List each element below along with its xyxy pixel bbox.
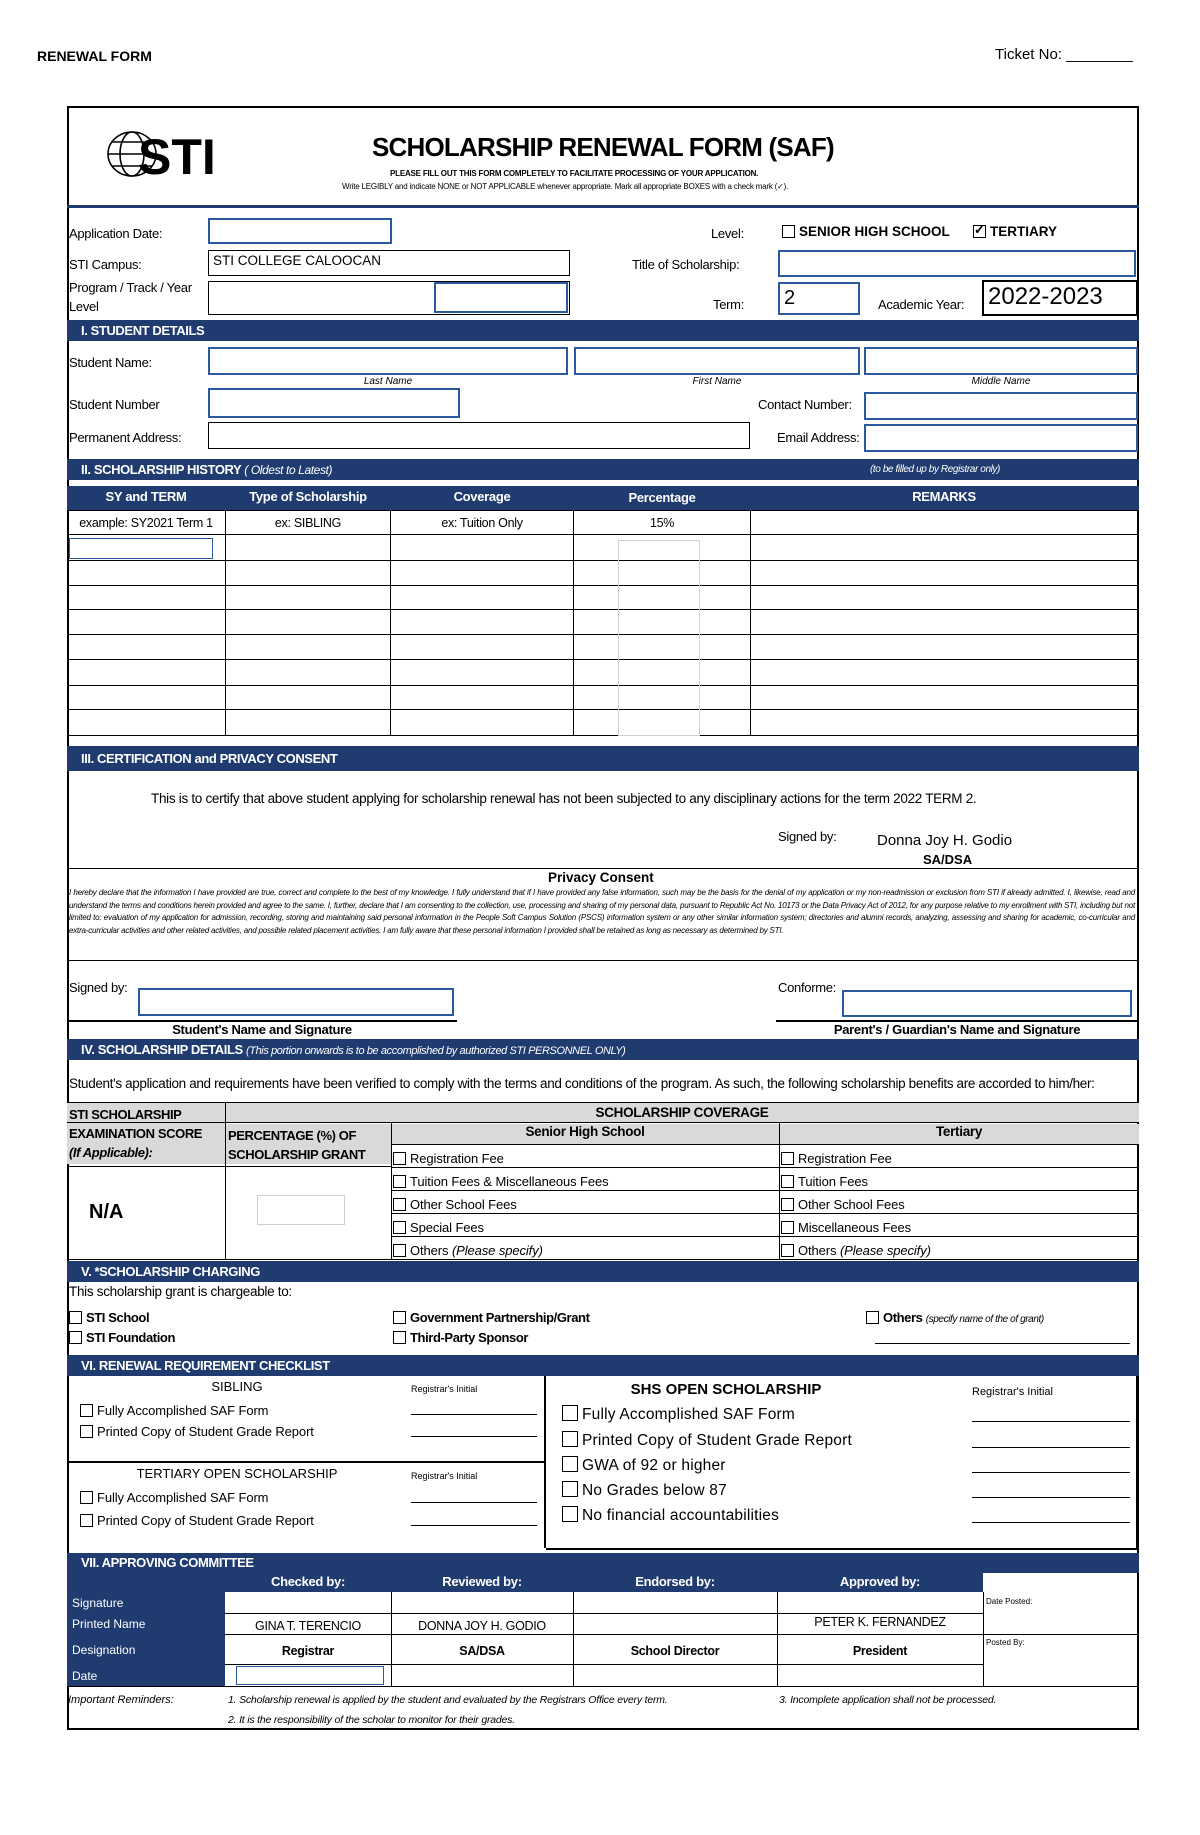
student-signature-field[interactable] [138, 988, 454, 1016]
shs-gwa[interactable]: GWA of 92 or higher [562, 1456, 726, 1475]
tertiary-initial-line-1 [411, 1502, 537, 1503]
first-name-caption: First Name [692, 376, 742, 387]
percentage-grant-field[interactable] [257, 1195, 345, 1225]
checked-by-date-field[interactable] [236, 1666, 384, 1685]
campus-field[interactable]: STI COLLEGE CALOOCAN [208, 250, 570, 276]
charge-others-line [875, 1343, 1130, 1344]
certification-divider [67, 868, 1139, 869]
charge-sti-foundation[interactable]: STI Foundation [69, 1330, 175, 1345]
row-label-signature: Signature [72, 1596, 124, 1610]
scholarship-title-label: Title of Scholarship: [632, 257, 740, 272]
history-col-type: Type of Scholarship [226, 486, 390, 508]
history-example-type: ex: SIBLING [274, 516, 342, 530]
approved-by-header: Approved by: [839, 1574, 921, 1589]
charge-others[interactable]: Others (specify name of the of grant) [866, 1310, 1044, 1325]
sibling-initial-line-1 [411, 1414, 537, 1415]
shs-saf-form[interactable]: Fully Accomplished SAF Form [562, 1405, 795, 1424]
history-example-percentage: 15% [649, 516, 675, 530]
certification-signer: Donna Joy H. Godio [877, 832, 1013, 849]
middle-name-field[interactable] [864, 347, 1138, 375]
section-approving: VII. APPROVING COMMITTEE [67, 1553, 1139, 1573]
title-instruction-1: PLEASE FILL OUT THIS FORM COMPLETELY TO FACILITATE PROCESSING OF YOUR APPLICATION. [390, 169, 759, 178]
charge-third-party-checkbox[interactable] [393, 1331, 406, 1344]
program-year-field[interactable] [434, 282, 568, 313]
parent-signature-caption: Parent's / Guardian's Name and Signature [833, 1022, 1081, 1037]
academic-year-field[interactable]: 2022-2023 [982, 280, 1138, 316]
section-checklist: VI. RENEWAL REQUIREMENT CHECKLIST [67, 1355, 1139, 1376]
reviewed-by-designation: SA/DSA [459, 1644, 505, 1658]
shs-title: Senior High School [391, 1124, 779, 1144]
checked-by-header: Checked by: [270, 1574, 345, 1589]
posted-by-label: Posted By: [986, 1638, 1025, 1647]
tertiary-saf-form[interactable]: Fully Accomplished SAF Form [80, 1490, 268, 1505]
contact-number-label: Contact Number: [758, 397, 852, 412]
details-statement: Student's application and requirements have been verified to comply with the terms and conditions of the program. As such, the following scholarship benefits are accorded to him/her: [69, 1076, 1095, 1091]
history-row-1-remarks-input[interactable] [751, 535, 1137, 559]
row-label-date: Date [72, 1669, 98, 1683]
history-row-1-coverage-input[interactable] [391, 535, 573, 559]
sibling-saf-form-checkbox[interactable] [80, 1404, 93, 1417]
tertiary-registration-fee-checkbox[interactable] [781, 1152, 794, 1165]
section-student-details: I. STUDENT DETAILS [67, 320, 1139, 341]
shs-no-financial-checkbox[interactable] [562, 1506, 578, 1522]
level-tertiary-option[interactable]: ✓ TERTIARY [973, 224, 1057, 239]
tertiary-miscellaneous-fees[interactable]: Miscellaneous Fees [781, 1220, 911, 1235]
student-signed-label: Signed by: [69, 980, 128, 995]
tertiary-tuition-fees[interactable]: Tuition Fees [781, 1174, 868, 1189]
sibling-grade-report-checkbox[interactable] [80, 1425, 93, 1438]
section-certification: III. CERTIFICATION and PRIVACY CONSENT [67, 746, 1139, 771]
academic-year-label: Academic Year: [878, 297, 965, 312]
tertiary-grade-report[interactable]: Printed Copy of Student Grade Report [80, 1513, 314, 1528]
permanent-address-label: Permanent Address: [69, 430, 182, 445]
student-name-label: Student Name: [69, 355, 152, 370]
shs-other-school-fees-checkbox[interactable] [393, 1198, 406, 1211]
history-row-1-percentage-input[interactable] [618, 540, 700, 559]
shs-others-checkbox[interactable] [393, 1244, 406, 1257]
charge-government[interactable]: Government Partnership/Grant [393, 1310, 590, 1325]
title-instruction-2: Write LEGIBLY and indicate NONE or NOT APPLICABLE whenever appropriate. Mark all appropriate BOXES with a check mark (✓). [342, 182, 789, 191]
middle-name-caption: Middle Name [971, 376, 1031, 387]
logo-text: STI [138, 129, 216, 182]
section-charging: V. *SCHOLARSHIP CHARGING [67, 1261, 1139, 1282]
shs-no-grades-below-checkbox[interactable] [562, 1481, 578, 1497]
history-example-sy: example: SY2021 Term 1 [79, 516, 213, 530]
first-name-field[interactable] [574, 347, 860, 375]
row-label-printed-name: Printed Name [72, 1617, 146, 1631]
shs-registration-fee[interactable]: Registration Fee [393, 1151, 504, 1166]
tertiary-open-title: TERTIARY OPEN SCHOLARSHIP [136, 1466, 338, 1481]
endorsed-by-header: Endorsed by: [635, 1574, 715, 1589]
checked-by-name: GINA T. TERENCIO [255, 1619, 361, 1633]
title-divider [67, 205, 1139, 208]
parent-signature-field[interactable] [842, 990, 1132, 1017]
tertiary-saf-form-checkbox[interactable] [80, 1491, 93, 1504]
shs-tuition-misc-fees[interactable]: Tuition Fees & Miscellaneous Fees [393, 1174, 609, 1189]
exam-score-label: STI SCHOLARSHIP EXAMINATION SCORE (If Applicable): [69, 1107, 203, 1160]
certification-text: This is to certify that above student applying for scholarship renewal has not been subjected to any disciplinary actions for the term 2022 TERM 2. [151, 791, 977, 806]
level-shs-checkbox[interactable] [782, 225, 795, 238]
tertiary-others[interactable]: Others (Please specify) [781, 1243, 931, 1258]
form-name: RENEWAL FORM [37, 48, 152, 64]
conforme-label: Conforme: [778, 980, 836, 995]
shs-open-title: SHS OPEN SCHOLARSHIP [630, 1381, 822, 1398]
student-number-label: Student Number [69, 397, 160, 412]
history-col-coverage: Coverage [391, 486, 573, 508]
history-col-percentage: Percentage [574, 487, 750, 509]
ticket-number: Ticket No: ________ [995, 46, 1133, 63]
privacy-title: Privacy Consent [548, 870, 654, 885]
level-label: Level: [711, 226, 744, 241]
tertiary-registrar-initial: Registrar's Initial [411, 1471, 478, 1481]
checked-by-designation: Registrar [281, 1644, 335, 1658]
tertiary-misc-fees-checkbox[interactable] [781, 1221, 794, 1234]
exam-score-value: N/A [89, 1201, 124, 1223]
reminder-2: 2. It is the responsibility of the scholar to monitor for their grades. [228, 1714, 515, 1726]
program-label-1: Program / Track / Year [69, 280, 192, 295]
charge-sti-school-checkbox[interactable] [69, 1311, 82, 1324]
tertiary-initial-line-2 [411, 1525, 537, 1526]
level-tertiary-checkbox[interactable] [973, 225, 986, 238]
student-signature-caption: Student's Name and Signature [172, 1022, 352, 1037]
tertiary-others-checkbox[interactable] [781, 1244, 794, 1257]
application-date-label: Application Date: [69, 226, 163, 241]
shs-registrar-initial: Registrar's Initial [972, 1386, 1053, 1398]
term-label: Term: [713, 297, 745, 312]
certification-signer-title: SA/DSA [923, 852, 973, 867]
approved-by-designation: President [852, 1644, 908, 1658]
email-address-label: Email Address: [777, 430, 860, 445]
shs-special-fees-checkbox[interactable] [393, 1221, 406, 1234]
scholarship-title-field[interactable] [778, 250, 1136, 277]
sti-logo [102, 126, 232, 182]
tertiary-tuition-fees-checkbox[interactable] [781, 1175, 794, 1188]
charging-text: This scholarship grant is chargeable to: [69, 1284, 292, 1299]
shs-other-school-fees[interactable]: Other School Fees [393, 1197, 517, 1212]
campus-label: STI Campus: [69, 257, 142, 272]
certification-signed-label: Signed by: [778, 829, 837, 844]
charge-government-checkbox[interactable] [393, 1311, 406, 1324]
reviewed-by-header: Reviewed by: [442, 1574, 522, 1589]
approved-by-name: PETER K. FERNANDEZ [814, 1615, 946, 1629]
charge-others-checkbox[interactable] [866, 1311, 879, 1324]
history-example-coverage: ex: Tuition Only [441, 516, 523, 530]
coverage-title: SCHOLARSHIP COVERAGE [595, 1105, 769, 1120]
history-row-1-type-input[interactable] [226, 535, 390, 559]
shs-gwa-checkbox[interactable] [562, 1456, 578, 1472]
sibling-saf-form[interactable]: Fully Accomplished SAF Form [80, 1403, 268, 1418]
charge-sti-foundation-checkbox[interactable] [69, 1331, 82, 1344]
reminders-label: Important Reminders: [68, 1694, 174, 1706]
shs-grade-report[interactable]: Printed Copy of Student Grade Report [562, 1431, 852, 1450]
privacy-text: I hereby declare that the information I have provided are true, correct and complete to the best of my knowledge. I fully understand that if I have provided any false information, such may be the basis for the denial of my application or my non-readmission or exclusion from STI if already admitted. I, likewise, read and understand the terms and conditions herein provided and agree to the same. I, further, declare that I am consenting to the collection, use, processing and sharing of my personal data, pursuant to Republic Act No. 10173 or the Data Privacy Act of 2012, for any purpose relative to my enrollment with STI, including but not limited to: evaluation of my application for admission, recording, storing and maintaining said personal information in the People Soft Campus Solution (PSCS) information system or any other similar information system; directories and alumni records, analyzing, assessing and sharing for academic, co-curricular and extra-curricular activities and other related activities, and possible related placement activities. I am fully aware that these personal information I provided shall be retained as long as necessary as determined by STI. [69, 888, 1135, 935]
sibling-title: SIBLING [211, 1379, 263, 1394]
charge-third-party[interactable]: Third-Party Sponsor [393, 1330, 528, 1345]
reviewed-by-name: DONNA JOY H. GODIO [418, 1619, 546, 1633]
form-title: SCHOLARSHIP RENEWAL FORM (SAF) [372, 132, 834, 162]
endorsed-by-designation: School Director [630, 1644, 720, 1658]
sibling-registrar-initial: Registrar's Initial [411, 1384, 478, 1394]
history-col-sy-term: SY and TERM [67, 486, 225, 508]
level-shs-option[interactable]: SENIOR HIGH SCHOOL [782, 224, 950, 239]
last-name-field[interactable] [208, 347, 568, 375]
date-posted-label: Date Posted: [986, 1597, 1033, 1606]
history-col-remarks: REMARKS [751, 486, 1137, 508]
privacy-divider [67, 960, 1139, 961]
tertiary-other-school-fees[interactable]: Other School Fees [781, 1197, 905, 1212]
email-address-field[interactable] [864, 424, 1138, 452]
shs-special-fees[interactable]: Special Fees [393, 1220, 484, 1235]
student-number-field[interactable] [208, 388, 460, 418]
shs-no-financial[interactable]: No financial accountabilities [562, 1506, 779, 1525]
program-label-2: Level [69, 299, 99, 314]
tertiary-grade-report-checkbox[interactable] [80, 1514, 93, 1527]
reminder-3: 3. Incomplete application shall not be processed. [779, 1694, 997, 1706]
tertiary-other-school-fees-checkbox[interactable] [781, 1198, 794, 1211]
term-field[interactable]: 2 [778, 282, 860, 315]
percentage-label: PERCENTAGE (%) OF SCHOLARSHIP GRANT [228, 1128, 366, 1162]
contact-number-field[interactable] [864, 392, 1138, 420]
sibling-initial-line-2 [411, 1436, 537, 1437]
shs-registration-fee-checkbox[interactable] [393, 1152, 406, 1165]
row-label-designation: Designation [72, 1643, 136, 1657]
shs-no-grades-below[interactable]: No Grades below 87 [562, 1481, 727, 1500]
tertiary-title: Tertiary [779, 1124, 1139, 1144]
shs-saf-form-checkbox[interactable] [562, 1405, 578, 1421]
sibling-grade-report[interactable]: Printed Copy of Student Grade Report [80, 1424, 314, 1439]
application-date-field[interactable] [208, 218, 392, 244]
reminder-1: 1. Scholarship renewal is applied by the student and evaluated by the Registrars Office every term. [228, 1694, 668, 1706]
tertiary-registration-fee[interactable]: Registration Fee [781, 1151, 892, 1166]
shs-grade-report-checkbox[interactable] [562, 1431, 578, 1447]
last-name-caption: Last Name [363, 376, 413, 387]
shs-tuition-misc-checkbox[interactable] [393, 1175, 406, 1188]
section-scholarship-details: IV. SCHOLARSHIP DETAILS (This portion onwards is to be accomplished by authorized STI PERSONNEL ONLY) [67, 1039, 1139, 1060]
section-scholarship-history: II. SCHOLARSHIP HISTORY ( Oldest to Latest) (to be filled up by Registrar only) [67, 459, 1139, 480]
shs-others[interactable]: Others (Please specify) [393, 1243, 543, 1258]
permanent-address-field[interactable] [208, 422, 750, 449]
charge-sti-school[interactable]: STI School [69, 1310, 149, 1325]
history-row-1-sy-input[interactable] [69, 538, 213, 559]
